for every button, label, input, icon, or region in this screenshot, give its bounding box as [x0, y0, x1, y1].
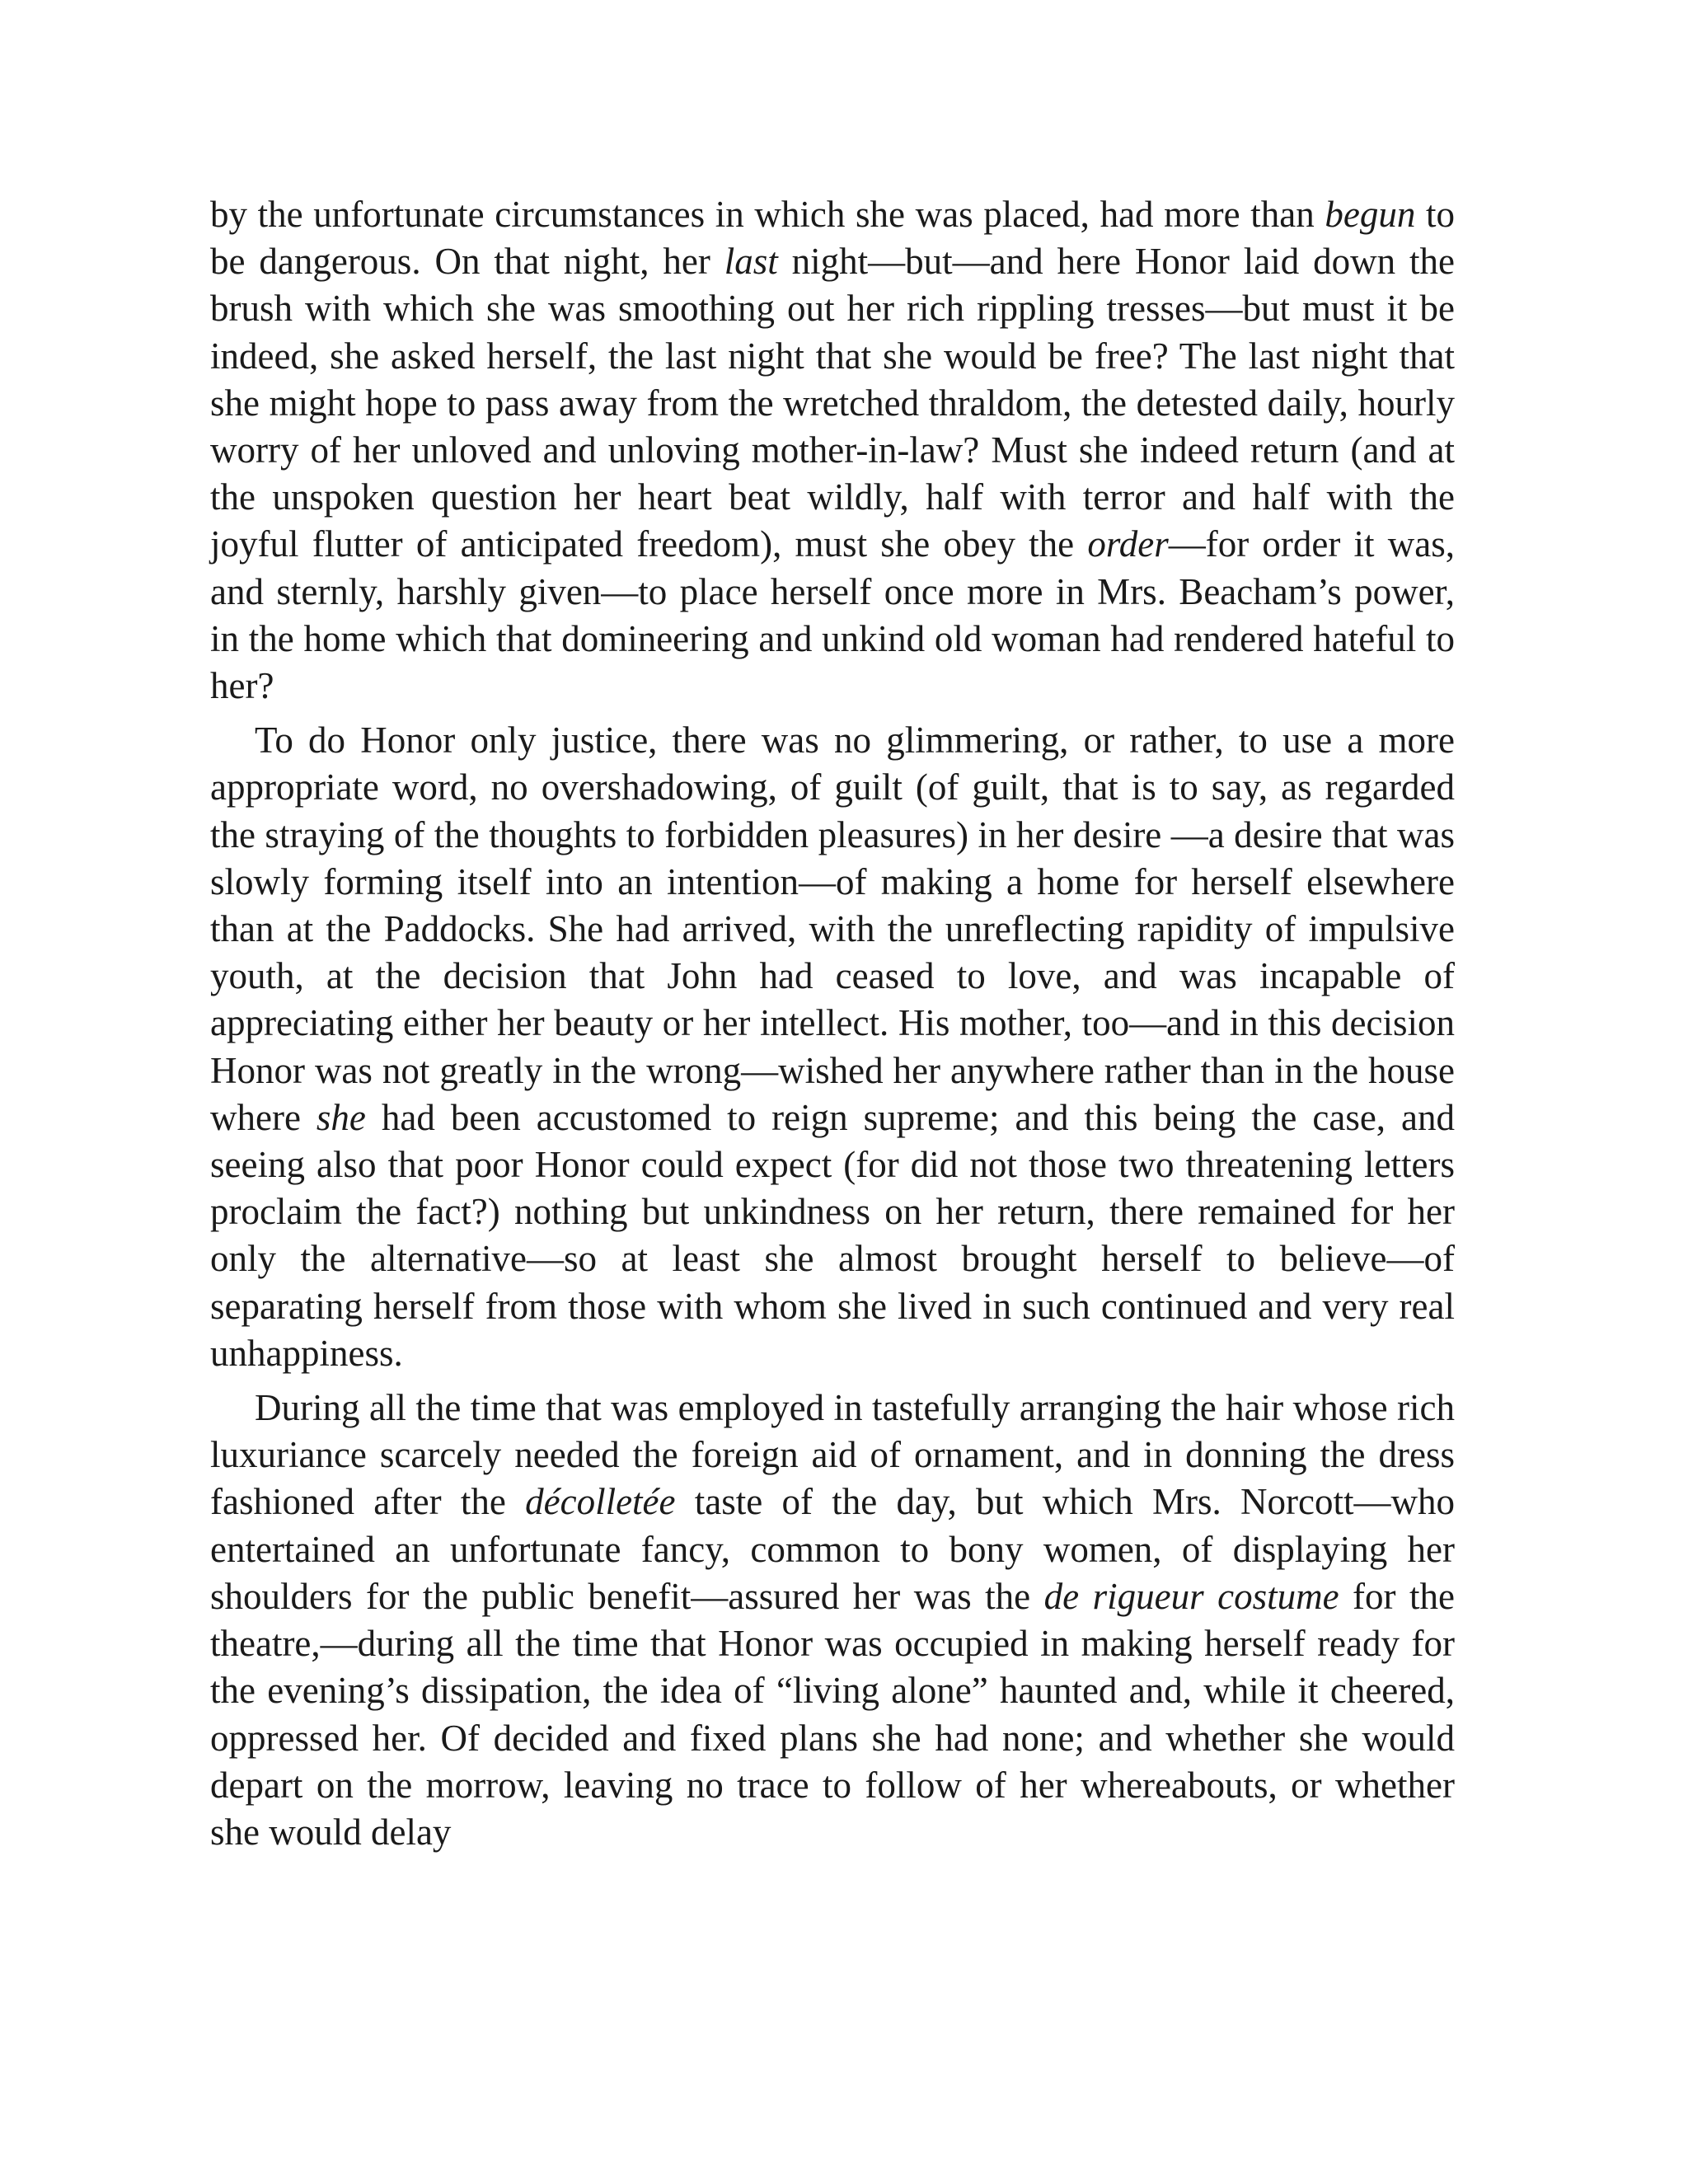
italic-text-run: last [724, 241, 778, 283]
text-run: to be dangerous. On that night, her [210, 194, 1455, 283]
text-run: had been accustomed to reign supreme; and this being the case, and seeing also that poor Honor could expect (for did not those two threatening letters proclaim the fact?) nothing but unkindness on her return, there remained for her only the alternative—so at least she almost brought herself to believe—of separating herself from those with whom she lived in such continued and very real unhappiness. [210, 1096, 1455, 1374]
body-text [210, 191, 1455, 1856]
paragraph [210, 717, 1455, 1377]
text-run: night—but—and here Honor laid down the brush with which she was smoothing out her rich rippling tresses—but must it be indeed, she asked herself, the last night that she would be free? The last night that she might hope to pass away from the wretched thraldom, the detested daily, hourly worry of her unloved and unloving mother-in-law? Must she indeed return (and at the unspoken question her heart beat wildly, half with terror and half with the joyful flutter of anticipated freedom), must she obey the [210, 241, 1455, 565]
italic-text-run: begun [1325, 194, 1416, 235]
italic-text-run: order [1087, 523, 1169, 565]
text-run: taste of the day, but which Mrs. Norcott—who entertained an unfortunate fancy, common to bony women, of displaying her shoulders for the public benefit—assured her was the [210, 1481, 1455, 1617]
paragraph [210, 191, 1455, 710]
text-run: by the unfortunate circumstances in which she was placed, had more than [210, 194, 1325, 235]
italic-text-run: décolletée [525, 1481, 676, 1523]
italic-text-run: she [316, 1096, 366, 1138]
italic-text-run: de rigueur costume [1043, 1575, 1339, 1617]
text-run: To do Honor only justice, there was no glimmering, or rather, to use a more appropriate word, no overshadowing, of guilt (of guilt, that is to say, as regarded the straying of the thoughts to forbidden pleasures) in her desire —a desire that was slowly forming itself into an intention—of making a home for herself elsewhere than at the Paddocks. She had arrived, with the unreflecting rapidity of impulsive youth, at the decision that John had ceased to love, and was incapable of appreciating either her beauty or her intellect. His mother, too—and in this decision Honor was not greatly in the wrong—wished her anywhere rather than in the house where [210, 719, 1455, 1138]
text-run: During all the time that was employed in tastefully arranging the hair whose rich luxuriance scarcely needed the foreign aid of ornament, and in donning the dress fashioned after the [210, 1387, 1455, 1523]
text-run: for the theatre,—during all the time that Honor was occupied in making herself ready for the evening’s dissipation, the idea of “living alone” haunted and, while it cheered, oppressed her. Of decided and fixed plans she had none; and whether she would depart on the morrow, leaving no trace to follow of her whereabouts, or whether she would delay [210, 1575, 1455, 1853]
text-run: —for order it was, and sternly, harshly given—to place herself once more in Mrs. Beacham’s power, in the home which that domineering and unkind old woman had rendered hateful to her? [210, 523, 1455, 707]
paragraph [210, 1385, 1455, 1856]
